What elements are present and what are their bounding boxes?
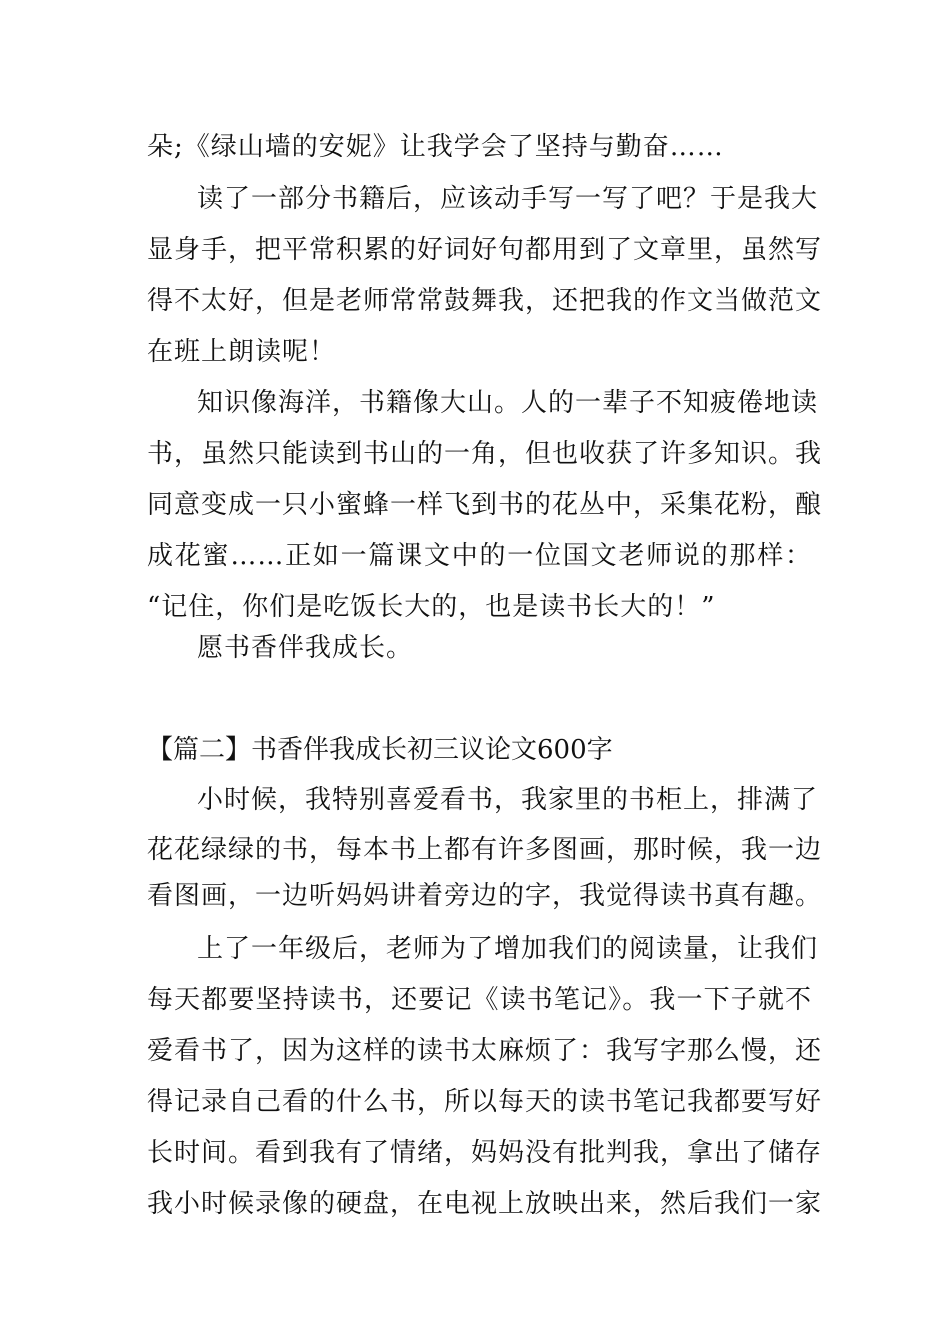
text-line: 得记录自己看的什么书，所以每天的读书笔记我都要写好 (147, 1087, 823, 1117)
paragraph-first-line: 上了一年级后，老师为了增加我们的阅读量，让我们 (197, 934, 819, 964)
paragraph-first-line: 愿书香伴我成长。 (197, 633, 414, 663)
text-line: 花花绿绿的书，每本书上都有许多图画，那时候，我一边 (147, 835, 823, 865)
text-line: 长时间。看到我有了情绪，妈妈没有批判我，拿出了储存 (147, 1138, 823, 1168)
text-line: 爱看书了，因为这样的读书太麻烦了：我写字那么慢，还 (147, 1036, 823, 1066)
text-line: 看图画，一边听妈妈讲着旁边的字，我觉得读书真有趣。 (147, 881, 823, 911)
text-line: 得不太好，但是老师常常鼓舞我，还把我的作文当做范文 (147, 286, 823, 316)
text-line: 同意变成一只小蜜蜂一样飞到书的花丛中，采集花粉，酿 (147, 490, 823, 520)
text-line: 在班上朗读呢！ (147, 337, 337, 367)
text-line: 我小时候录像的硬盘，在电视上放映出来，然后我们一家 (147, 1189, 823, 1219)
section-heading: 【篇二】书香伴我成长初三议论文600字 (147, 735, 613, 765)
text-line: “记住，你们是吃饭长大的，也是读书长大的！” (147, 592, 716, 622)
text-line: 成花蜜……正如一篇课文中的一位国文老师说的那样： (147, 541, 812, 571)
paragraph-first-line: 小时候，我特别喜爱看书，我家里的书柜上，排满了 (197, 785, 819, 815)
text-line: 每天都要坚持读书，还要记《读书笔记》。我一下子就不 (147, 985, 812, 1015)
text-line: 显身手，把平常积累的好词好句都用到了文章里，虽然写 (147, 235, 823, 265)
paragraph-first-line: 读了一部分书籍后，应该动手写一写了吧？于是我大 (197, 184, 819, 214)
text-line: 书，虽然只能读到书山的一角，但也收获了许多知识。我 (147, 439, 823, 469)
paragraph-first-line: 知识像海洋，书籍像大山。人的一辈子不知疲倦地读 (197, 388, 819, 418)
text-line: 朵;《绿山墙的安妮》让我学会了坚持与勤奋…… (147, 132, 724, 162)
